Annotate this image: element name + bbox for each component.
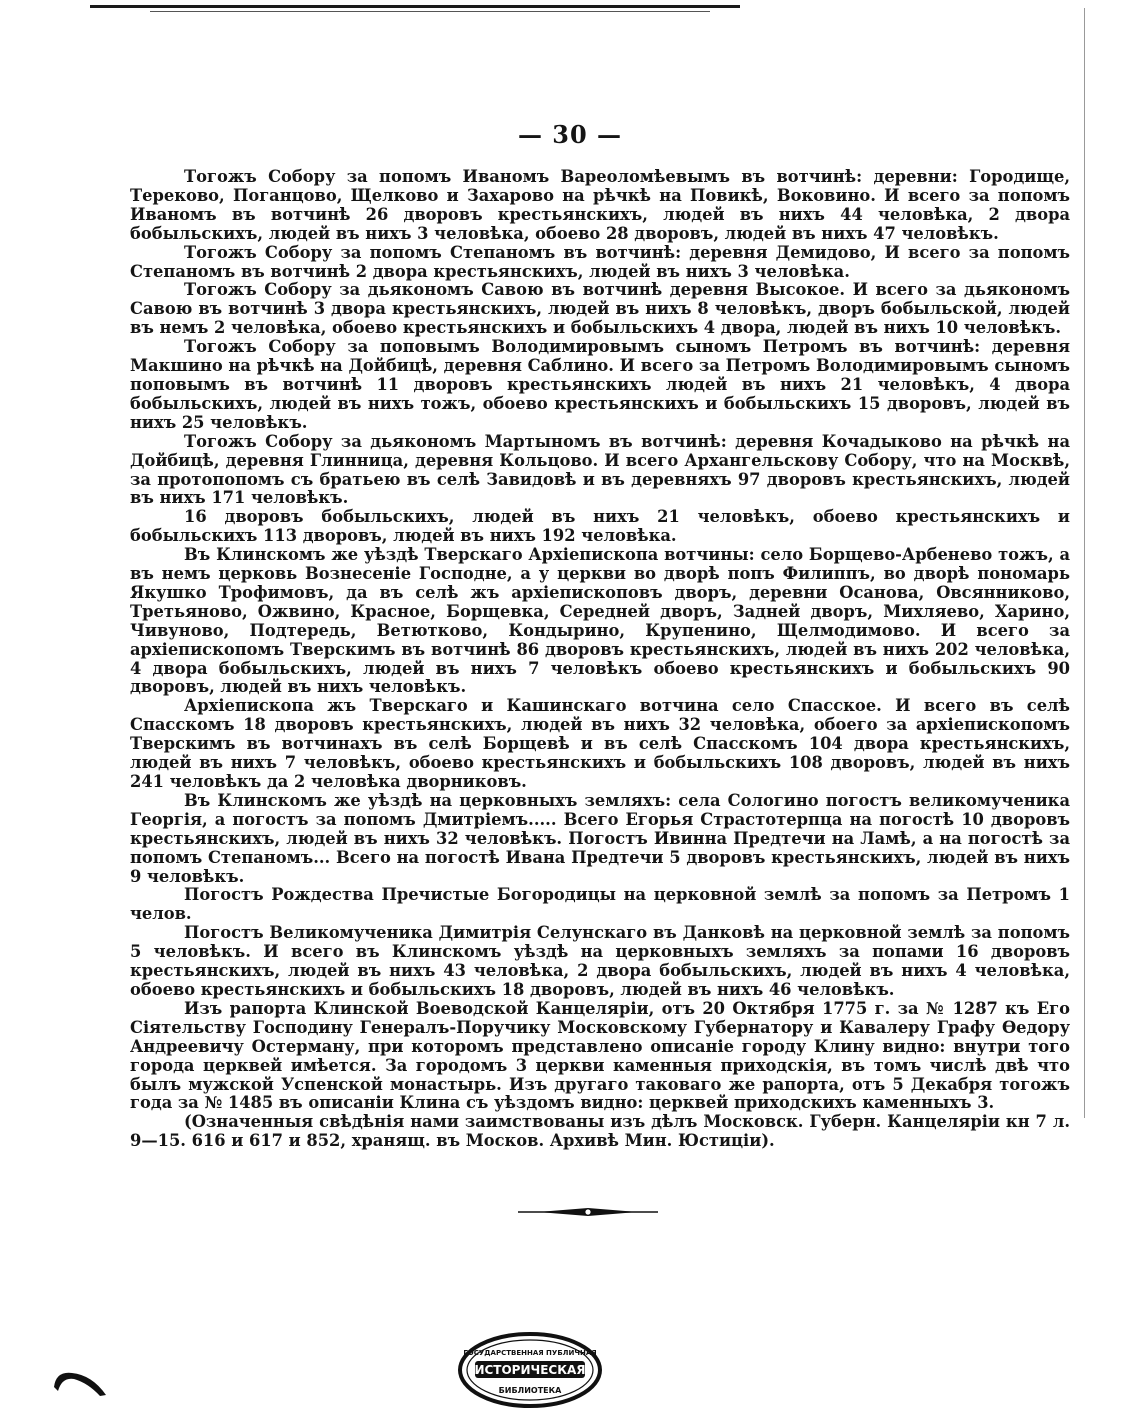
paragraph: Тогожъ Собору за попомъ Степаномъ въ вотчинѣ: деревня Демидово, И всего за попомъ Степаномъ въ вотчинѣ 2 двора крестьянскихъ, людей въ нихъ 3 человѣка. (130, 242, 1070, 281)
paragraph: Изъ рапорта Клинской Воеводской Канцеляріи, отъ 20 Октября 1775 г. за № 1287 къ Его Сіятельству Господину Генералъ-Поручику Московскому Губернатору и Кавалеру Графу Ѳедору Андреевичу Остерману, при которомъ представлено описаніе городу Клину видно: внутри того города церквей имѣется. За городомъ 3 церкви каменныя приходскія, въ томъ числѣ двѣ что былъ мужской Успенской монастырь. Изъ другаго таковаго же рапорта, отъ 5 Декабря тогожъ года за № 1485 въ описаніи Клина съ уѣздомъ видно: церквей приходскихъ каменныхъ 3. (130, 998, 1070, 1113)
paragraph: Архіепископа жъ Тверскаго и Кашинскаго вотчина село Спасское. И всего въ селѣ Спасскомъ 18 дворовъ крестьянскихъ, людей въ нихъ 32 человѣка, обоего за архіепископомъ Тверскимъ въ вотчинахъ въ селѣ Борщевѣ и въ селѣ Спасскомъ 104 двора крестьянскихъ, людей въ нихъ 7 человѣкъ, обоево крестьянскихъ и бобыльскихъ 108 дворовъ, людей въ нихъ 241 человѣкъ да 2 человѣка дворниковъ. (130, 696, 1070, 791)
end-ornament (518, 1206, 658, 1218)
top-rule (90, 5, 740, 8)
stamp-line-3: БИБЛИОТЕКА (498, 1386, 562, 1395)
paragraph: Тогожъ Собору за поповымъ Володимировымъ сыномъ Петромъ въ вотчинѣ: деревня Макшино на рѣчкѣ на Дойбицѣ, деревня Саблино. И всего за Петромъ Володимировымъ сыномъ поповымъ въ вотчинѣ 11 дворовъ крестьянскихъ людей въ нихъ 21 человѣкъ, 4 двора бобыльскихъ, людей въ нихъ тожъ, обоево крестьянскихъ и бобыльскихъ 15 дворовъ, людей въ нихъ 25 человѣкъ. (130, 337, 1070, 432)
paragraph: Тогожъ Собору за дьякономъ Савою въ вотчинѣ деревня Высокое. И всего за дьякономъ Савою въ вотчинѣ 3 двора крестьянскихъ, людей въ нихъ 8 человѣкъ, дворъ бобыльской, людей въ немъ 2 человѣка, обоево крестьянскихъ и бобыльскихъ 4 двора, людей въ нихъ 10 человѣкъ. (130, 280, 1070, 338)
stamp-line-2: ИСТОРИЧЕСКАЯ (474, 1363, 586, 1377)
paragraph: (Означенныя свѣдѣнія нами заимствованы изъ дѣлъ Московск. Губерн. Канцеляріи кн 7 л. 9—15. 616 и 617 и 852, хранящ. въ Москов. Архивѣ Мин. Юстиціи). (130, 1112, 1070, 1151)
main-text (130, 168, 1070, 1151)
stamp-line-1: ГОСУДАРСТВЕННАЯ ПУБЛИЧНАЯ (463, 1349, 597, 1357)
paragraph: Въ Клинскомъ же уѣздѣ на церковныхъ земляхъ: села Сологино погостъ великомученика Георгія, а погостъ за попомъ Дмитріемъ..... Всего Егорья Страстотерпца на погостѣ 10 дворовъ крестьянскихъ, людей въ нихъ 32 человѣкъ. Погостъ Ивинна Предтечи на Ламѣ, а на погостѣ за попомъ Степаномъ... Всего на погостѣ Ивана Предтечи 5 дворовъ крестьянскихъ, людей въ нихъ 9 человѣкъ. (130, 790, 1070, 886)
paragraph: Въ Клинскомъ же уѣздѣ Тверскаго Архіепископа вотчины: село Борщево-Арбенево тожъ, а въ немъ церковь Вознесеніе Господне, а у церкви во дворѣ попъ Филиппъ, во дворѣ пономарь Якушко Трофимовъ, да въ селѣ жъ архіепископовъ дворъ, деревни Осанова, Овсянниково, Третьяново, Ожвино, Красное, Борщевка, Середней дворъ, Задней дворъ, Михляево, Харино, Чивуново, Подтередь, Ветютково, Кондырино, Крупенино, Щелмодимово. И всего за архіепископомъ Тверскимъ въ вотчинѣ 86 дворовъ крестьянскихъ, людей въ нихъ 202 человѣка, 4 двора бобыльскихъ, людей въ нихъ 7 человѣкъ обоево крестьянскихъ и бобыльскихъ 90 дворовъ, людей въ нихъ человѣкъ. (130, 545, 1070, 697)
library-stamp (457, 1330, 603, 1410)
paragraph: Тогожъ Собору за дьякономъ Мартыномъ въ вотчинѣ: деревня Кочадыково на рѣчкѣ на Дойбицѣ, деревня Глинница, деревня Кольцово. И всего Архангельскову Собору, что на Москвѣ, за протопопомъ съ братьею въ селѣ Завидовѣ и въ деревняхъ 97 дворовъ крестьянскихъ, людей въ нихъ 171 человѣкъ. (130, 431, 1070, 508)
page-number: — 30 — (517, 120, 623, 149)
paragraph: Тогожъ Собору за попомъ Иваномъ Вареоломѣевымъ въ вотчинѣ: деревни: Городище, Тереково, Поганцово, Щелково и Захарово на рѣчкѣ на Повикѣ, Воковино. И всего за попомъ Иваномъ въ вотчинѣ 26 дворовъ крестьянскихъ, людей въ нихъ 44 человѣка, 2 двора бобыльскихъ, людей въ нихъ 3 человѣка, обоево 28 дворовъ, людей въ нихъ 47 человѣкъ. (130, 167, 1070, 243)
paragraph: 16 дворовъ бобыльскихъ, людей въ нихъ 21 человѣкъ, обоево крестьянскихъ и бобыльскихъ 113 дворовъ, людей въ нихъ 192 человѣка. (130, 507, 1070, 546)
paragraph: Погостъ Рождества Пречистые Богородицы на церковной землѣ за попомъ за Петромъ 1 челов. (130, 885, 1070, 924)
corner-fold-mark (48, 1365, 110, 1397)
paragraph: Погостъ Великомученика Димитрія Селунскаго въ Данковѣ на церковной землѣ за попомъ 5 человѣкъ. И всего въ Клинскомъ уѣздѣ на церковныхъ земляхъ за попами 16 дворовъ крестьянскихъ, людей въ нихъ 43 человѣка, 2 двора бобыльскихъ, людей въ нихъ 4 человѣка, обоево крестьянскихъ и бобыльскихъ 18 дворовъ, людей въ нихъ 46 человѣкъ. (130, 923, 1070, 999)
page-edge-line (1084, 8, 1085, 1118)
